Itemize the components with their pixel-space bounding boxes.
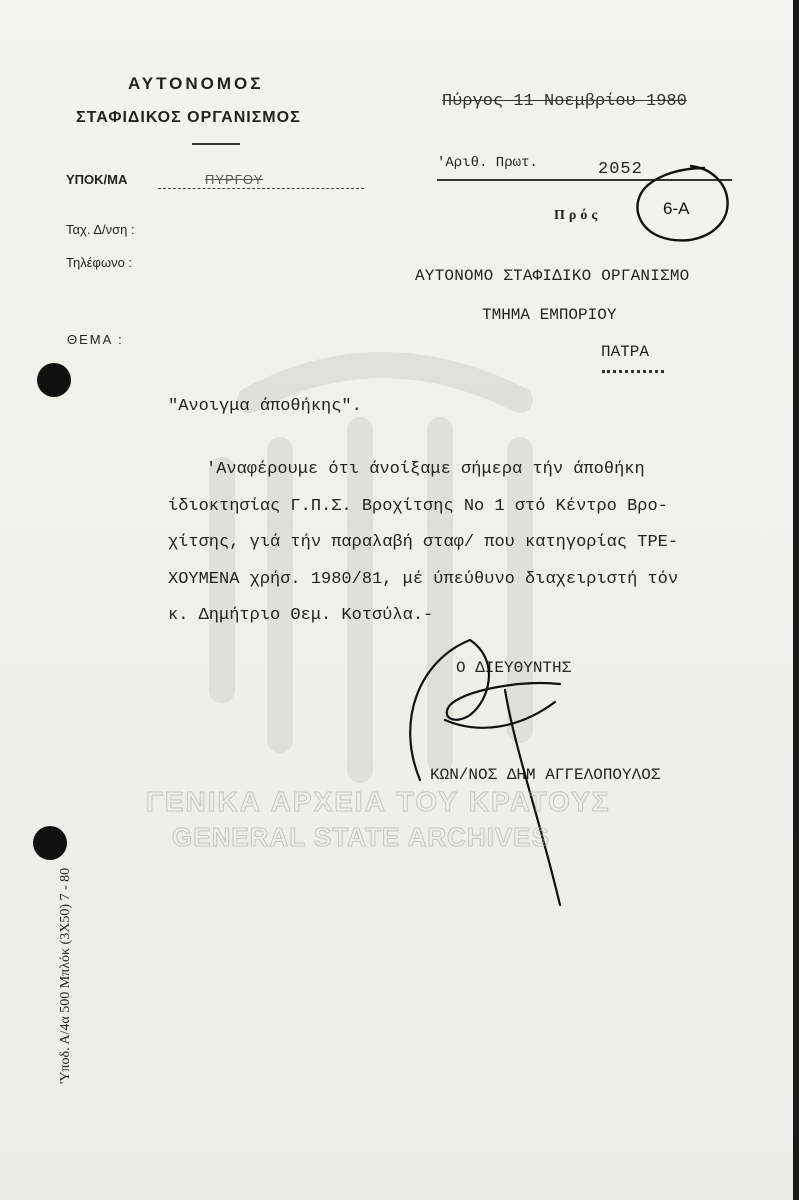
page-edge-shadow <box>793 0 799 1200</box>
recipient-label: Πρός <box>554 208 602 223</box>
punch-hole <box>37 363 71 397</box>
punch-hole <box>33 826 67 860</box>
signatory-name: ΚΩΝ/ΝΟΣ ΔΗΜ ΑΓΓΕΛΟΠΟΥΛΟΣ <box>430 766 661 784</box>
branch-label: ΥΠΟΚ/ΜΑ <box>66 172 128 187</box>
handwritten-note-text: 6-A <box>663 199 690 218</box>
recipient-line-3: ΠΑΤΡΑ <box>601 343 650 361</box>
letter-subject: "Ανοιγμα άποθήκης". <box>168 397 362 416</box>
organization-name-line1: ΑΥΤΟΝΟΜΟΣ <box>128 74 264 93</box>
place-and-date: Πύργος 11 Νοεμβρίου 1980 <box>442 92 687 111</box>
branch-value: ΠΥΡΓΟΥ <box>205 172 264 187</box>
telephone-label: Τηλέφωνο : <box>66 255 133 270</box>
protocol-number-label: 'Αριθ. Πρωτ. <box>437 155 538 171</box>
margin-printer-note: 'Υποδ. Α/4α 500 Μπλόκ (3Χ50) 7 - 80 <box>58 867 73 1085</box>
postal-address-label: Ταχ. Δ/νση : <box>66 222 135 237</box>
body-line: ΧΟΥΜΕΝΑ χρήσ. 1980/81, μέ ύπεύθυνο διαχειριστή τόν <box>168 570 679 589</box>
recipient-line-2: ΤΜΗΜΑ ΕΜΠΟΡΙΟΥ <box>482 306 617 324</box>
body-line: 'Αναφέρουμε ότι άνοίξαμε σήμερα τήν άποθήκη <box>206 460 645 479</box>
recipient-line-1: ΑΥΤΟΝΟΜΟ ΣΤΑΦΙΔΙΚΟ ΟΡΓΑΝΙΣΜΟ <box>415 267 690 285</box>
signatory-title: Ο ΔΙΕΥΘΥΝΤΗΣ <box>456 659 572 677</box>
subject-label: ΘΕΜΑ : <box>67 332 124 347</box>
archive-watermark-greek: ΓΕΝΙΚΑ ΑΡΧΕΙΑ ΤΟΥ ΚΡΑΤΟΥΣ <box>146 786 611 817</box>
body-line: χίτσης, γιά τήν παραλαβή σταφ/ που κατηγορίας ΤΡΕ- <box>168 533 679 552</box>
organization-name-line2: ΣΤΑΦΙΔΙΚΟΣ ΟΡΓΑΝΙΣΜΟΣ <box>76 109 301 126</box>
protocol-number: 2052 <box>598 160 643 179</box>
body-line: ίδιοκτησίας Γ.Π.Σ. Βροχίτσης Νο 1 στό Κέντρο Βρο- <box>168 497 668 516</box>
body-line: κ. Δημήτριο Θεμ. Κοτσύλα.- <box>168 606 434 625</box>
archive-watermark-english: GENERAL STATE ARCHIVES <box>172 822 550 852</box>
